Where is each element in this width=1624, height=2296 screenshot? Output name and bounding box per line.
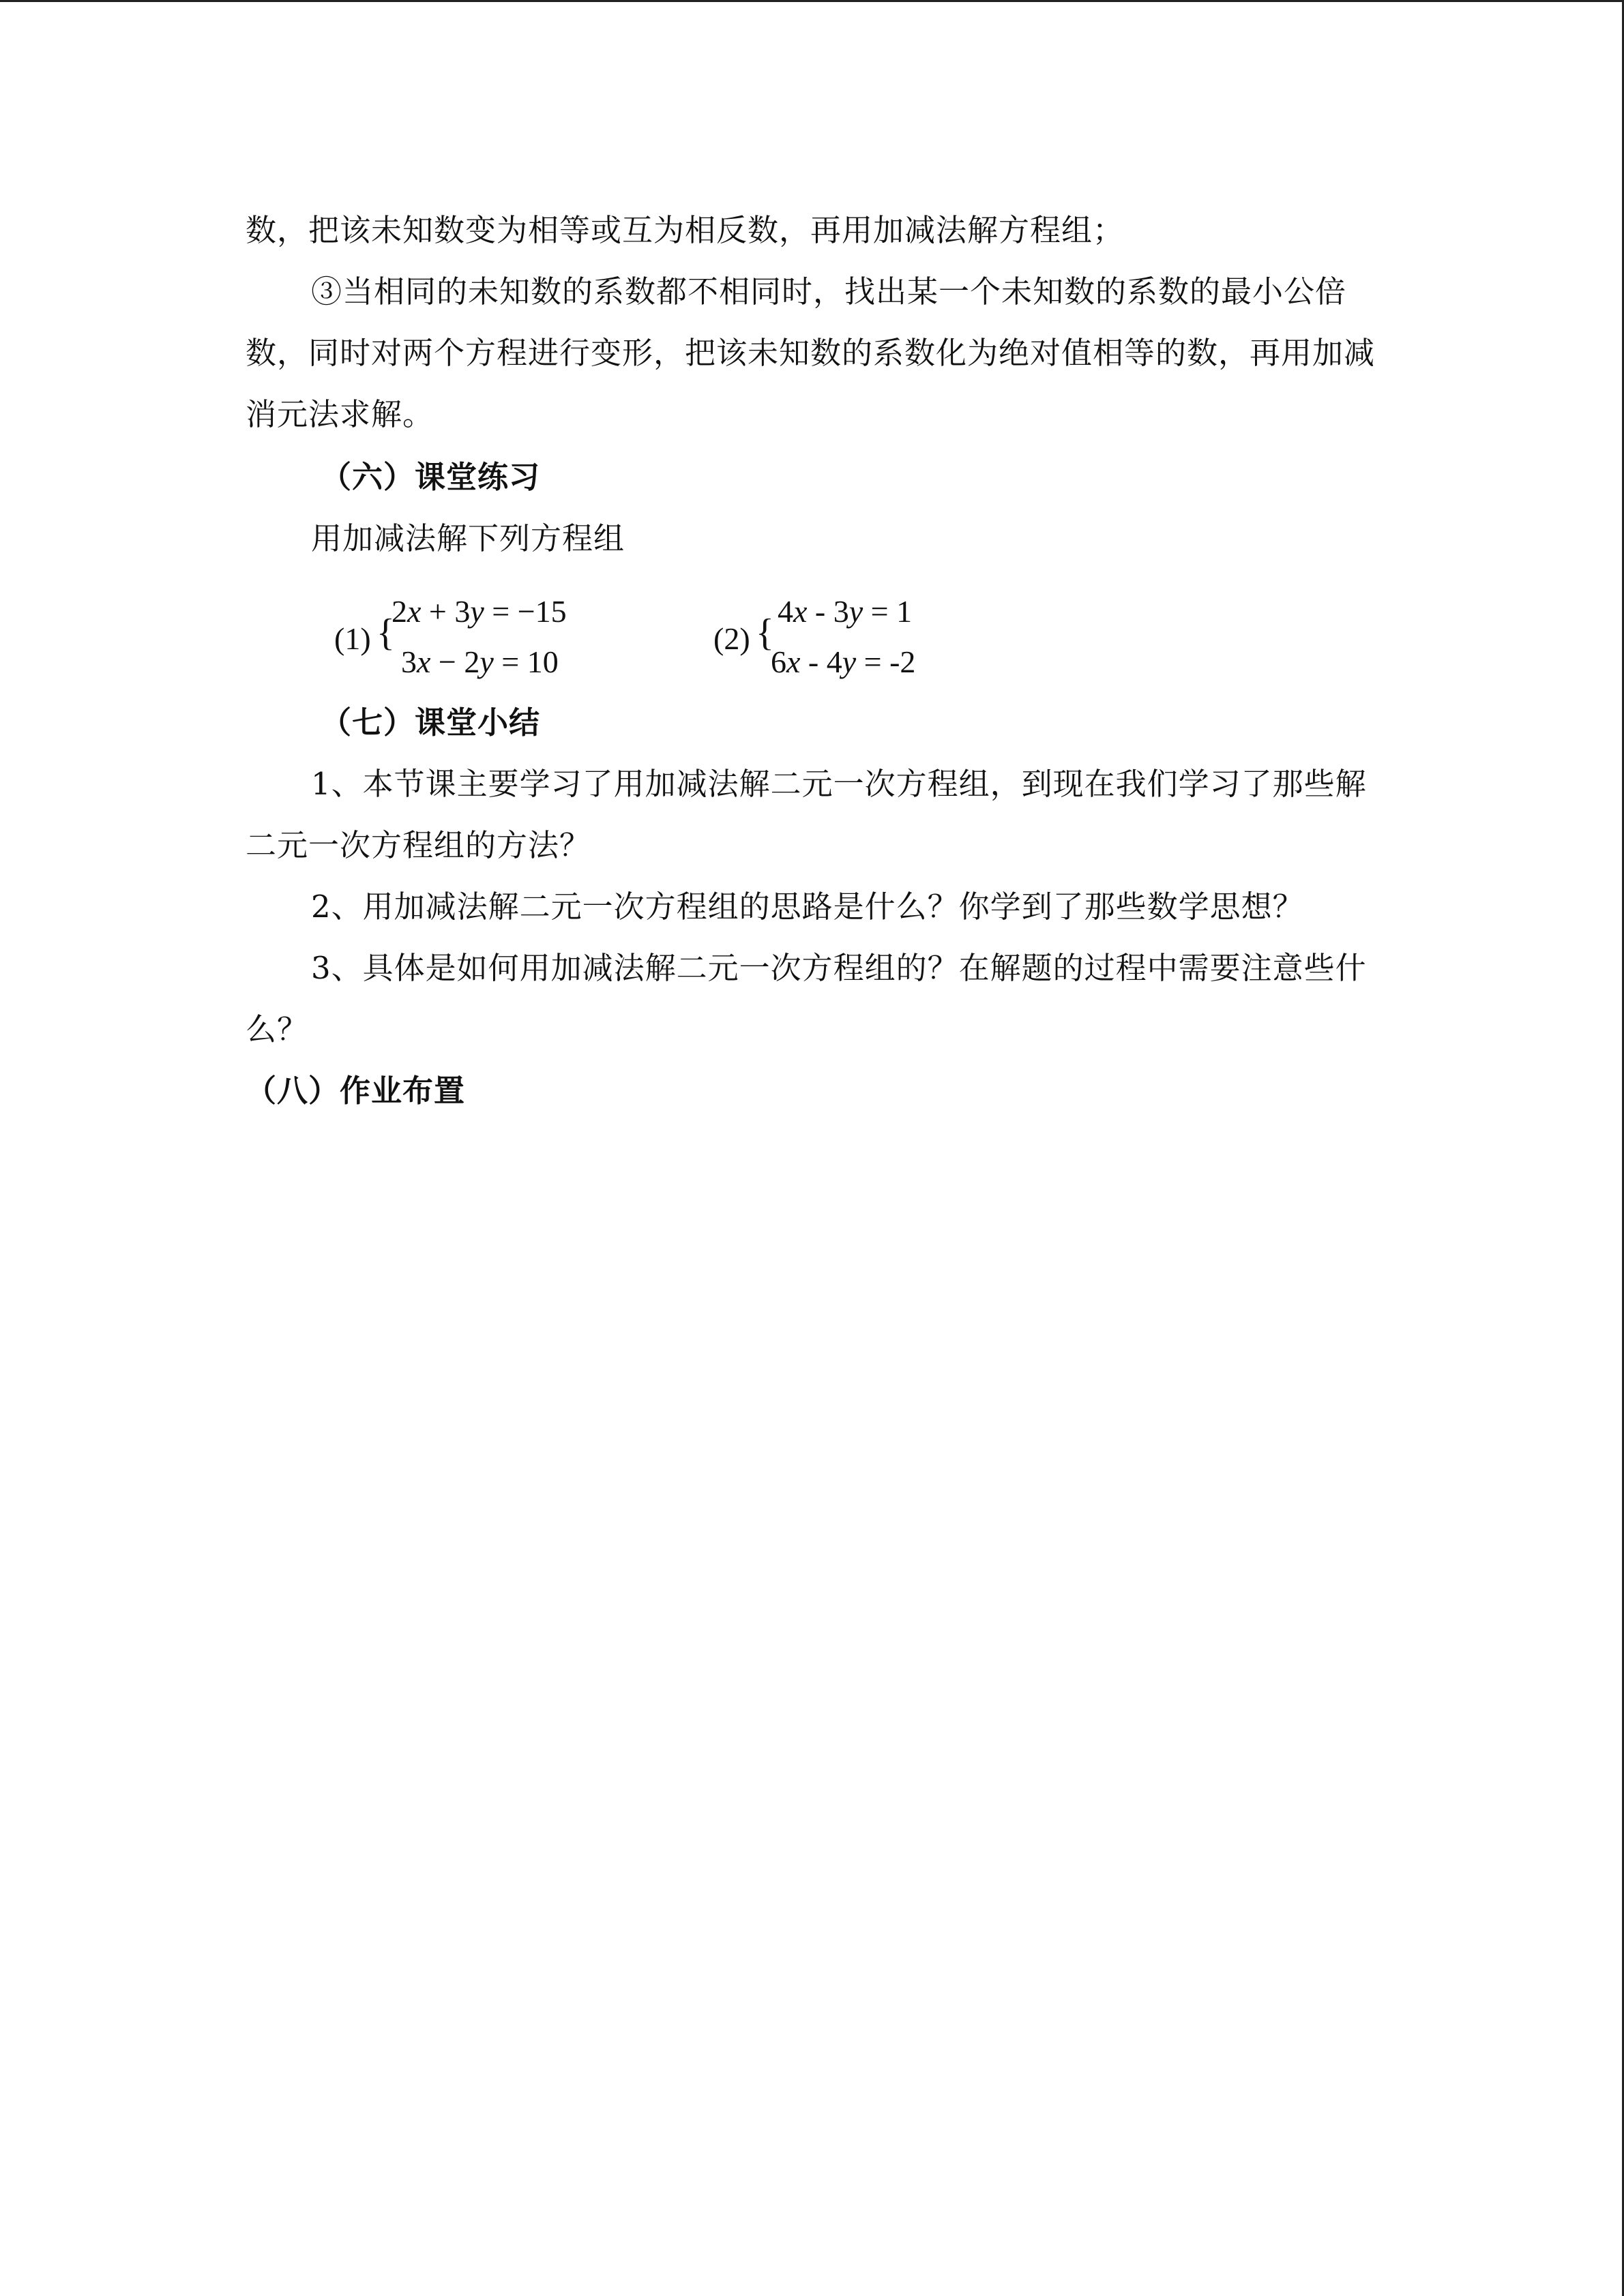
paragraph-text: 3、具体是如何用加减法解二元一次方程组的？在解题的过程中需要注意些什 (311, 950, 1367, 986)
equation-line: 2x + 3y = −15 (392, 594, 567, 629)
paragraph-text: ③当相同的未知数的系数都不相同时，找出某一个未知数的系数的最小公倍 (311, 273, 1347, 310)
brace-symbol: { (756, 612, 774, 654)
paragraph-text: 数，同时对两个方程进行变形，把该未知数的系数化为绝对值相等的数，再用加减 (246, 335, 1376, 371)
equation-system-2 (713, 593, 1000, 689)
paragraph-text: 二元一次方程组的方法？ (246, 827, 591, 863)
equation-line: 6x - 4y = -2 (771, 644, 916, 679)
equation-system-1 (334, 593, 621, 689)
paragraph-text: 么？ (246, 1011, 309, 1047)
equation-line: 4x - 3y = 1 (778, 594, 913, 629)
paragraph-text: 1、本节课主要学习了用加减法解二元一次方程组，到现在我们学习了那些解 (311, 766, 1367, 802)
section-heading: （六）课堂练习 (321, 459, 541, 495)
section-heading: （八）作业布置 (246, 1073, 466, 1109)
equation-line: 3x − 2y = 10 (401, 644, 559, 679)
paragraph-text: 消元法求解。 (246, 396, 434, 432)
paragraph-text: 2、用加减法解二元一次方程组的思路是什么？你学到了那些数学思想？ (311, 889, 1304, 925)
paragraph-text: 数，把该未知数变为相等或互为相反数，再用加减法解方程组； (246, 212, 1125, 248)
equation-label: (2) (713, 621, 750, 656)
paragraph-text: 用加减法解下列方程组 (311, 520, 625, 556)
equation-label: (1) (334, 621, 371, 656)
section-heading: （七）课堂小结 (321, 704, 541, 741)
brace-symbol: { (377, 612, 395, 654)
